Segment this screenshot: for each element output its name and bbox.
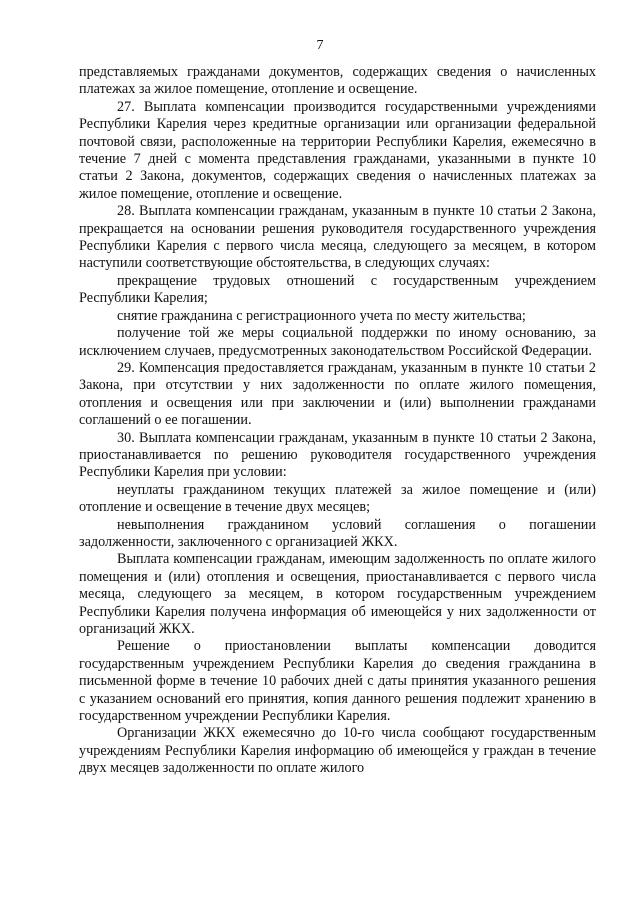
paragraph-item-27: 27. Выплата компенсации производится государственными учреждениями Республики Карелия через кредитные организации или организации федеральной почтовой связи, расположенные на территории Республики Карелия, ежемесячно в течение 7 дней с момента представления гражданами, указанными в пункте 10 статьи 2 Закона, документов, содержащих сведения о начисленных платежах за жилое помещение, отопление и освещение. (79, 98, 596, 202)
document-body (79, 64, 596, 778)
paragraph-case-employment-termination: прекращение трудовых отношений с государственным учреждением Республики Карелия; (79, 272, 596, 307)
paragraph-item-28: 28. Выплата компенсации гражданам, указанным в пункте 10 статьи 2 Закона, прекращается на основании решения руководителя государственного учреждения Республики Карелия с первого числа месяца, следующего за месяцем, в котором наступили соответствующие обстоятельства, в следующих случаях: (79, 203, 596, 272)
page-number: 7 (316, 38, 324, 53)
paragraph-case-other-basis: получение той же меры социальной поддержки по иному основанию, за исключением случаев, предусмотренных законодательством Российской Федерации. (79, 325, 596, 359)
paragraph-suspension-notice: Решение о приостановлении выплаты компенсации доводится государственным учреждением Республики Карелия до сведения гражданина в письменной форме в течение 10 рабочих дней с даты принятия указанного решения с указанием оснований его принятия, копия данного решения подлежит хранению в государственном учреждении Республики Карелия. (79, 638, 596, 725)
paragraph-suspension-debt: Выплата компенсации гражданам, имеющим задолженность по оплате жилого помещения и (или) отопления и освещения, приостанавливается с первого числа месяца, следующего за месяцем, в котором государственным учреждением Республики Карелия получена информация об имеющейся у них задолженности от организаций ЖКХ. (79, 551, 596, 637)
paragraph-item-30: 30. Выплата компенсации гражданам, указанным в пункте 10 статьи 2 Закона, приостанавливается по решению руководителя государственного учреждения Республики Карелия при условии: (79, 429, 596, 481)
paragraph-condition-nonpayment: неуплаты гражданином текущих платежей за жилое помещение и (или) отопление и освещение в течение двух месяцев; (79, 481, 596, 516)
paragraph-utility-reporting: Организации ЖКХ ежемесячно до 10-го числа сообщают государственным учреждениям Республики Карелия информацию об имеющейся у граждан в течение двух месяцев задолженности по оплате жилого (79, 725, 596, 777)
paragraph-case-deregistration: снятие гражданина с регистрационного учета по месту жительства; (117, 307, 526, 324)
paragraph-condition-agreement-breach: невыполнения гражданином условий соглашения о погашении задолженности, заключенного с организацией ЖКХ. (79, 516, 596, 550)
paragraph-item-29: 29. Компенсация предоставляется гражданам, указанным в пункте 10 статьи 2 Закона, при отсутствии у них задолженности по оплате жилого помещения, отопления и освещения или при заключении и (или) выполнении гражданами соглашений о ее погашении. (79, 359, 596, 429)
paragraph-continuation: представляемых гражданами документов, содержащих сведения о начисленных платежах за жилое помещение, отопление и освещение. (79, 64, 596, 98)
